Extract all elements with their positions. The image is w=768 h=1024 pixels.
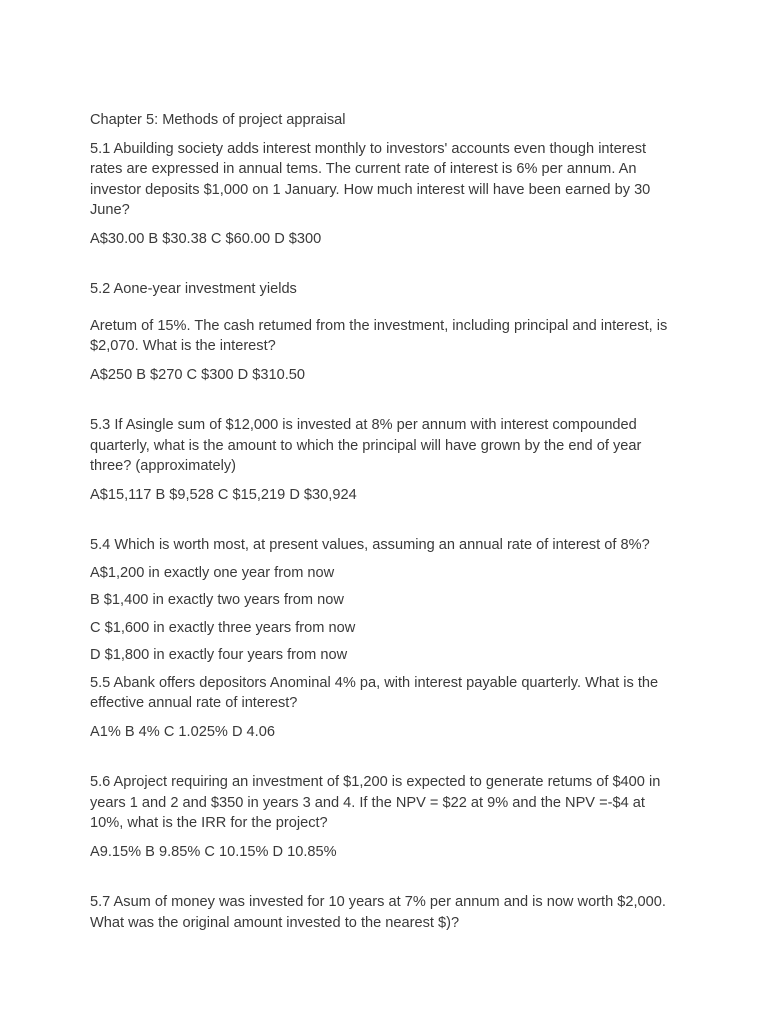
question-5-7: 5.7 Asum of money was invested for 10 years at 7% per annum and is now worth $2,000. What was the original amount invested to the nearest $)? [90,894,666,931]
option-5-4-a: A$1,200 in exactly one year from now [90,564,335,581]
question-5-2: Aretum of 15%. The cash retumed from the investment, including principal and interest, is $2,070. What is the interest? [90,317,668,354]
document-page [90,110,680,933]
options-5-5: A1% B 4% C 1.025% D 4.06 [90,723,275,740]
question-5-1: 5.1 Abuilding society adds interest monthly to investors' accounts even though interest rates are expressed in annual tems. The current rate of interest is 6% per annum. An investor deposits $1,000 on 1 January. How much interest will have been earned by 30 June? [90,140,651,218]
options-5-6: A9.15% B 9.85% C 10.15% D 10.85% [90,843,337,860]
question-5-6: 5.6 Aproject requiring an investment of $1,200 is expected to generate retums of $400 in years 1 and 2 and $350 in years 3 and 4. If the NPV = $22 at 9% and the NPV =-$4 at 10%, what is the IRR for the project? [90,774,661,831]
chapter-title: Chapter 5: Methods of project appraisal [90,112,346,128]
question-5-4: 5.4 Which is worth most, at present values, assuming an annual rate of interest of 8%? [90,537,650,553]
options-5-2: A$250 B $270 C $300 D $310.50 [90,366,306,383]
question-5-3: 5.3 If Asingle sum of $12,000 is invested at 8% per annum with interest compounded quarterly, what is the amount to which the principal will have grown by the end of year three? (approximately) [90,417,642,474]
option-5-4-d: D $1,800 in exactly four years from now [90,647,348,663]
question-5-5: 5.5 Abank offers depositors Anominal 4% pa, with interest payable quarterly. What is the effective annual rate of interest? [90,674,659,711]
option-5-4-c: C $1,600 in exactly three years from now [90,619,356,636]
options-5-1: A$30.00 B $30.38 C $60.00 D $300 [90,230,322,247]
question-5-2-heading: 5.2 Aone-year investment yields [90,281,297,297]
option-5-4-b: B $1,400 in exactly two years from now [90,592,344,608]
options-5-3: A$15,117 B $9,528 C $15,219 D $30,924 [90,486,357,503]
